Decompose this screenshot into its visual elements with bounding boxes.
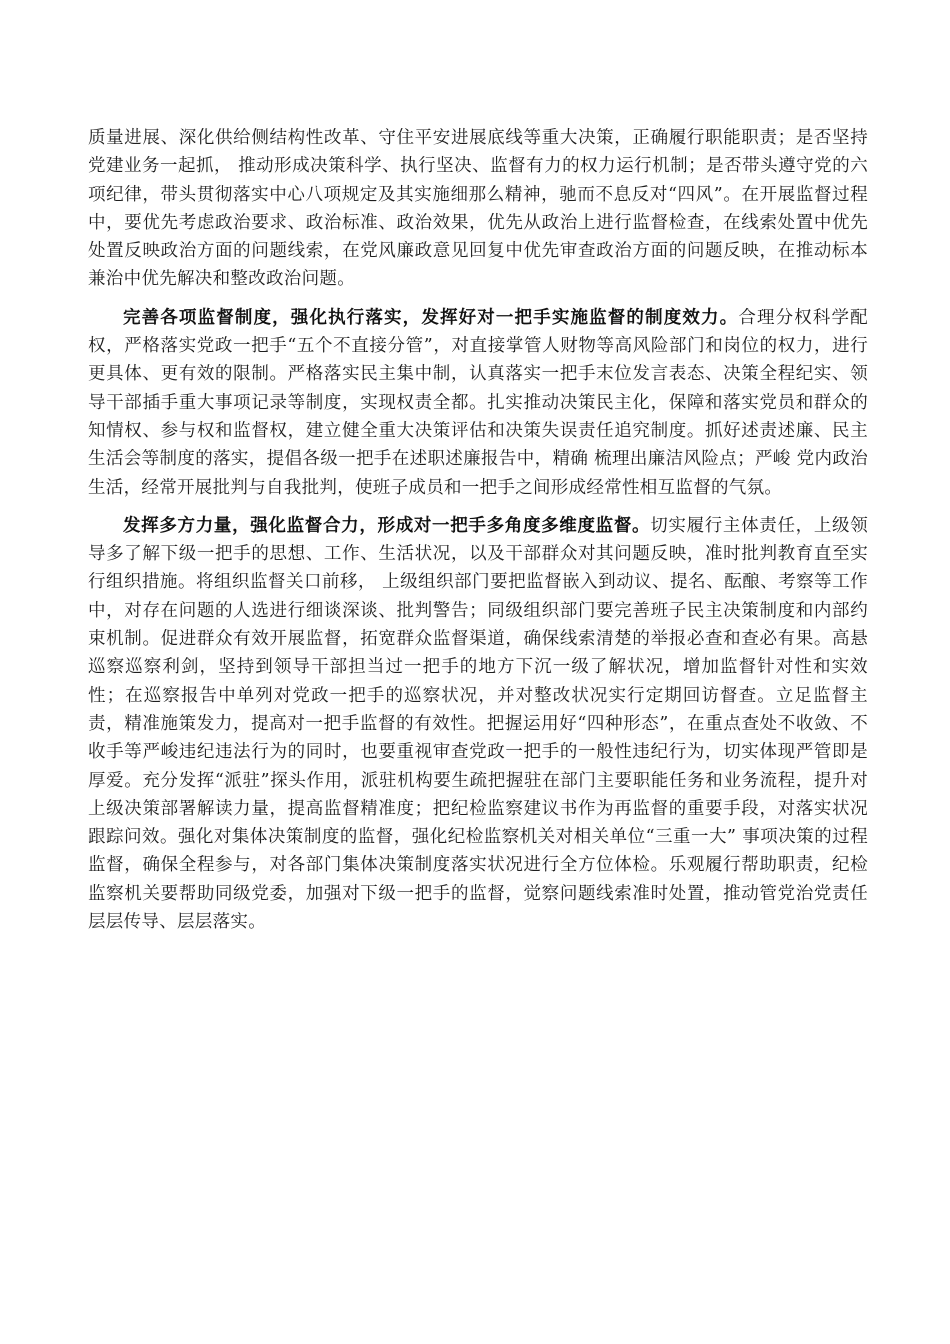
paragraph-3-text: 切实履行主体责任，上级领导多了解下级一把手的思想、工作、生活状况，以及干部群众对其问题反映，准时批判教育直至实行组织措施。将组织监督关口前移， 上级组织部门要把监督嵌入到动议、提名、酝酿、考察等工作中，对存在问题的人选进行细谈深谈、批判警告；同级组织部门要完善班子民主决策制度和内部约束机制。促进群众有效开展监督，拓宽群众监督渠道，确保线索清楚的举报必查和查必有果。高悬巡察巡察利剑，坚持到领导干部担当过一把手的地方下沉一级了解状况，增加监督针对性和实效性；在巡察报告中单列对党政一把手的巡察状况，并对整改状况实行定期回访督查。立足监督主责，精准施策发力，提高对一把手监督的有效性。把握运用好“四种形态”，在重点查处不收敛、不收手等严峻违纪违法行为的同时，也要重视审查党政一把手的一般性违纪行为，切实体现严管即是厚爱。充分发挥“派驻”探头作用，派驻机构要生疏把握驻在部门主要职能任务和业务流程，提升对上级决策部署解读力量，提高监督精准度；把纪检监察建议书作为再监督的重要手段，对落实状况跟踪问效。强化对集体决策制度的监督，强化纪检监察机关对相关单位“三重一大” 事项决策的过程监督，确保全程参与，对各部门集体决策制度落实状况进行全方位体检。乐观履行帮助职责，纪检监察机关要帮助同级党委，加强对下级一把手的监督，觉察问题线索准时处置，推动管党治党责任层层传导、层层落实。 xyxy=(88,515,868,933)
paragraph-2-text: 合理分权科学配权，严格落实党政一把手“五个不直接分管”，对直接掌管人财物等高风险部门和岗位的权力，进行更具体、更有效的限制。严格落实民主集中制，认真落实一把手末位发言表态、决策全程纪实、领导干部插手重大事项记录等制度，实现权责全都。扎实推动决策民主化，保障和落实党员和群众的知情权、参与权和监督权，建立健全重大决策评估和决策失误责任追究制度。抓好述责述廉、民主生活会等制度的落实，提倡各级一把手在述职述廉报告中，精确 梳理出廉洁风险点；严峻 党内政治生活，经常开展批判与自我批判，使班子成员和一把手之间形成经常性相互监督的气氛。 xyxy=(88,307,868,498)
paragraph-2-lead: 完善各项监督制度，强化执行落实，发挥好对一把手实施监督的制度效力。 xyxy=(123,307,739,328)
document-body xyxy=(88,124,868,936)
paragraph-1 xyxy=(88,124,868,294)
paragraph-3-lead: 发挥多方力量，强化监督合力，形成对一把手多角度多维度监督。 xyxy=(123,515,651,536)
paragraph-1-text: 质量进展、深化供给侧结构性改革、守住平安进展底线等重大决策，正确履行职能职责；是否坚持党建业务一起抓， 推动形成决策科学、执行坚决、监督有力的权力运行机制；是否带头遵守党的六项纪律，带头贯彻落实中心八项规定及其实施细那么精神，驰而不息反对“四风”。在开展监督过程中，要优先考虑政治要求、政治标准、政治效果，优先从政治上进行监督检查，在线索处置中优先处置反映政治方面的问题线索，在党风廉政意见回复中优先审查政治方面的问题反映，在推动标本兼治中优先解决和整改政治问题。 xyxy=(88,128,868,290)
paragraph-3 xyxy=(88,512,868,936)
paragraph-2 xyxy=(88,304,868,502)
